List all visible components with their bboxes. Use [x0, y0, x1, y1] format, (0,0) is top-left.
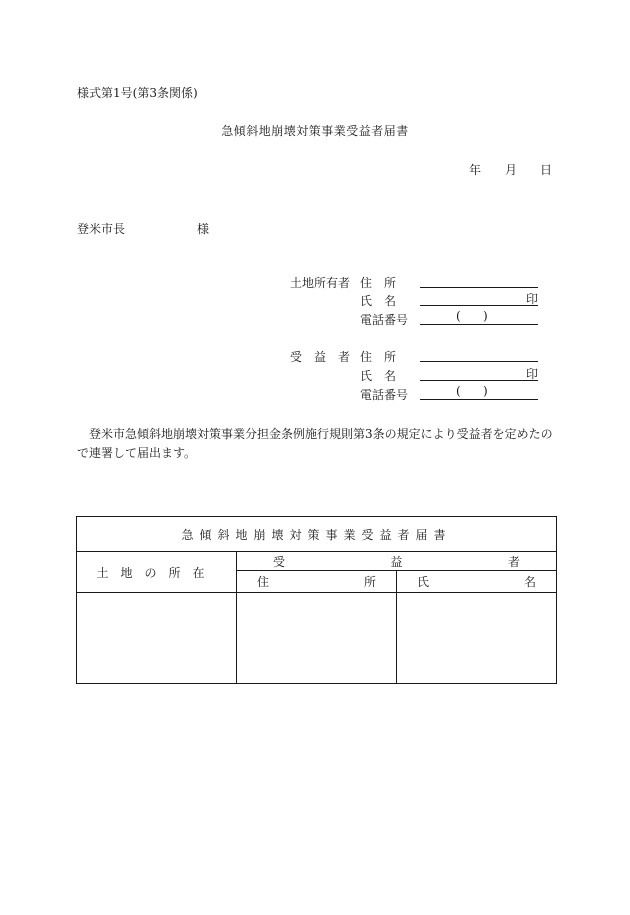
- name-header: [397, 571, 557, 593]
- beneficiary-name-label: 氏 名: [360, 369, 397, 383]
- paren-close: ): [483, 384, 488, 398]
- land-owner-name-label: 氏 名: [360, 294, 397, 308]
- date-year-label: 年: [469, 163, 482, 177]
- declaration-text: 登米市急傾斜地崩壊対策事業分担金条例施行規則第3条の規定により受益者を定めたので連署して届出ます。: [77, 427, 553, 460]
- land-location-cell[interactable]: [77, 593, 237, 684]
- beneficiary-phone-field[interactable]: [420, 385, 538, 400]
- beneficiary-label: 受 益 者: [290, 350, 351, 364]
- land-owner-address-label: 住 所: [360, 276, 397, 290]
- paren-close: ): [483, 309, 488, 323]
- land-owner-address-field[interactable]: [420, 273, 538, 288]
- beneficiary-address-field[interactable]: [420, 347, 538, 362]
- land-location-header: 土地の所在: [77, 552, 237, 593]
- beneficiary-phone-label: 電話番号: [360, 388, 409, 402]
- name-cell[interactable]: [397, 593, 557, 684]
- date-day-label: 日: [540, 163, 553, 177]
- beneficiary-header: [237, 552, 557, 571]
- beneficiary-char: 益: [390, 554, 403, 569]
- beneficiary-table: [76, 516, 557, 684]
- land-owner-label: 土地所有者: [290, 276, 351, 290]
- paren-open: (: [456, 309, 461, 323]
- addressee-name: 登米市長: [77, 222, 126, 236]
- address-header: [237, 571, 397, 593]
- address-cell[interactable]: [237, 593, 397, 684]
- address-char: 所: [363, 575, 376, 590]
- beneficiary-address-label: 住 所: [360, 350, 397, 364]
- land-owner-name-field[interactable]: [420, 291, 538, 306]
- document-title: 急傾斜地崩壊対策事業受益者届書: [221, 124, 409, 138]
- address-char: 住: [257, 575, 270, 590]
- beneficiary-char: 者: [508, 554, 521, 569]
- date-month-label: 月: [505, 163, 518, 177]
- form-number: 様式第1号(第3条関係): [77, 86, 198, 100]
- beneficiary-char: 受: [273, 554, 286, 569]
- land-owner-phone-field[interactable]: [420, 310, 538, 325]
- addressee-honorific: 様: [197, 222, 210, 236]
- name-char: 名: [524, 575, 537, 590]
- table-title: 急傾斜地崩壊対策事業受益者届書: [77, 517, 557, 552]
- seal-mark: 印: [525, 367, 538, 381]
- name-char: 氏: [417, 575, 430, 590]
- paren-open: (: [456, 384, 461, 398]
- beneficiary-name-field[interactable]: [420, 366, 538, 381]
- seal-mark: 印: [525, 292, 538, 306]
- land-owner-phone-label: 電話番号: [360, 313, 409, 327]
